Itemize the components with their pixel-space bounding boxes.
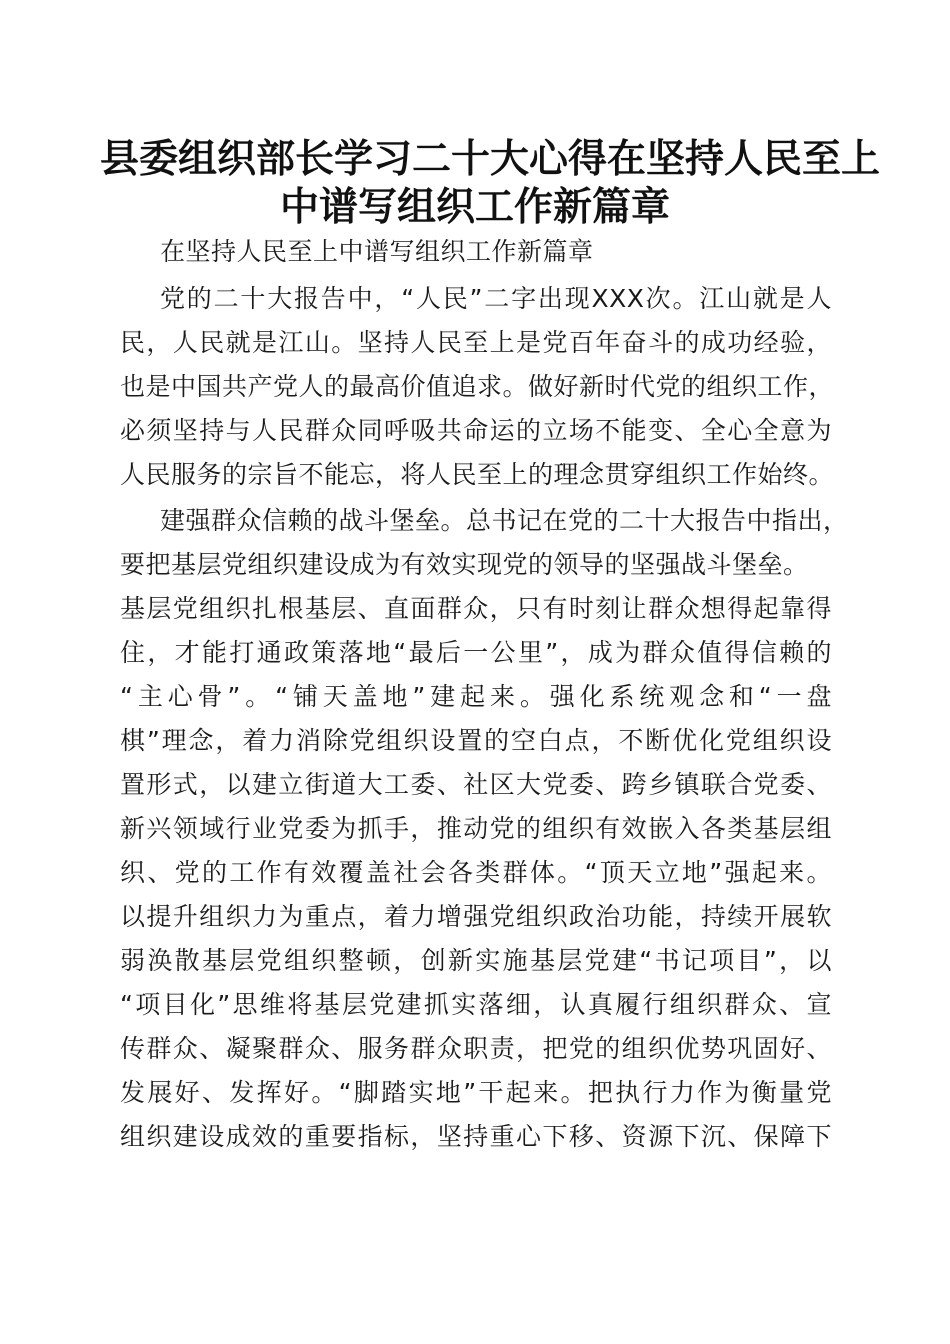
document-title-line-2: 中谱写组织工作新篇章 bbox=[279, 184, 670, 230]
body-line: 要把基层党组织建设成为有效实现党的领导的坚强战斗堡垒。 bbox=[120, 550, 809, 579]
body-line: 民，人民就是江山。坚持人民至上是党百年奋斗的成功经验， bbox=[120, 328, 832, 357]
body-line: 党的二十大报告中，“人民”二字出现XXX次。江山就是人 bbox=[160, 284, 832, 313]
body-line: 弱涣散基层党组织整顿，创新实施基层党建“书记项目”，以 bbox=[120, 946, 832, 975]
body-line: 也是中国共产党人的最高价值追求。做好新时代党的组织工作， bbox=[120, 372, 835, 401]
body-line: 以提升组织力为重点，着力增强党组织政治功能，持续开展软 bbox=[120, 902, 832, 931]
body-line: 棋”理念，着力消除党组织设置的空白点，不断优化党组织设 bbox=[120, 726, 832, 755]
body-line: 组织建设成效的重要指标，坚持重心下移、资源下沉、保障下 bbox=[120, 1122, 832, 1151]
body-line: 人民服务的宗旨不能忘，将人民至上的理念贯穿组织工作始终。 bbox=[120, 460, 835, 489]
body-line: 新兴领域行业党委为抓手，推动党的组织有效嵌入各类基层组 bbox=[120, 814, 832, 843]
subtitle-line: 在坚持人民至上中谱写组织工作新篇章 bbox=[160, 237, 594, 266]
body-line: 发展好、发挥好。“脚踏实地”干起来。把执行力作为衡量党 bbox=[120, 1078, 832, 1107]
body-line: “项目化”思维将基层党建抓实落细，认真履行组织群众、宣 bbox=[120, 990, 832, 1019]
body-line: 必须坚持与人民群众同呼吸共命运的立场不能变、全心全意为 bbox=[120, 416, 832, 445]
body-line: 织、党的工作有效覆盖社会各类群体。“顶天立地”强起来。 bbox=[120, 858, 832, 887]
body-line: 建强群众信赖的战斗堡垒。总书记在党的二十大报告中指出， bbox=[160, 506, 849, 535]
body-line: 置形式，以建立街道大工委、社区大党委、跨乡镇联合党委、 bbox=[120, 770, 832, 799]
body-line: 住，才能打通政策落地“最后一公里”，成为群众值得信赖的 bbox=[120, 638, 832, 667]
body-line: “主心骨”。“铺天盖地”建起来。强化系统观念和“一盘 bbox=[120, 682, 832, 711]
body-line: 基层党组织扎根基层、直面群众，只有时刻让群众想得起靠得 bbox=[120, 594, 832, 623]
document-title-line-1: 县委组织部长学习二十大心得在坚持人民至上 bbox=[100, 136, 881, 182]
body-line: 传群众、凝聚群众、服务群众职责，把党的组织优势巩固好、 bbox=[120, 1034, 832, 1063]
